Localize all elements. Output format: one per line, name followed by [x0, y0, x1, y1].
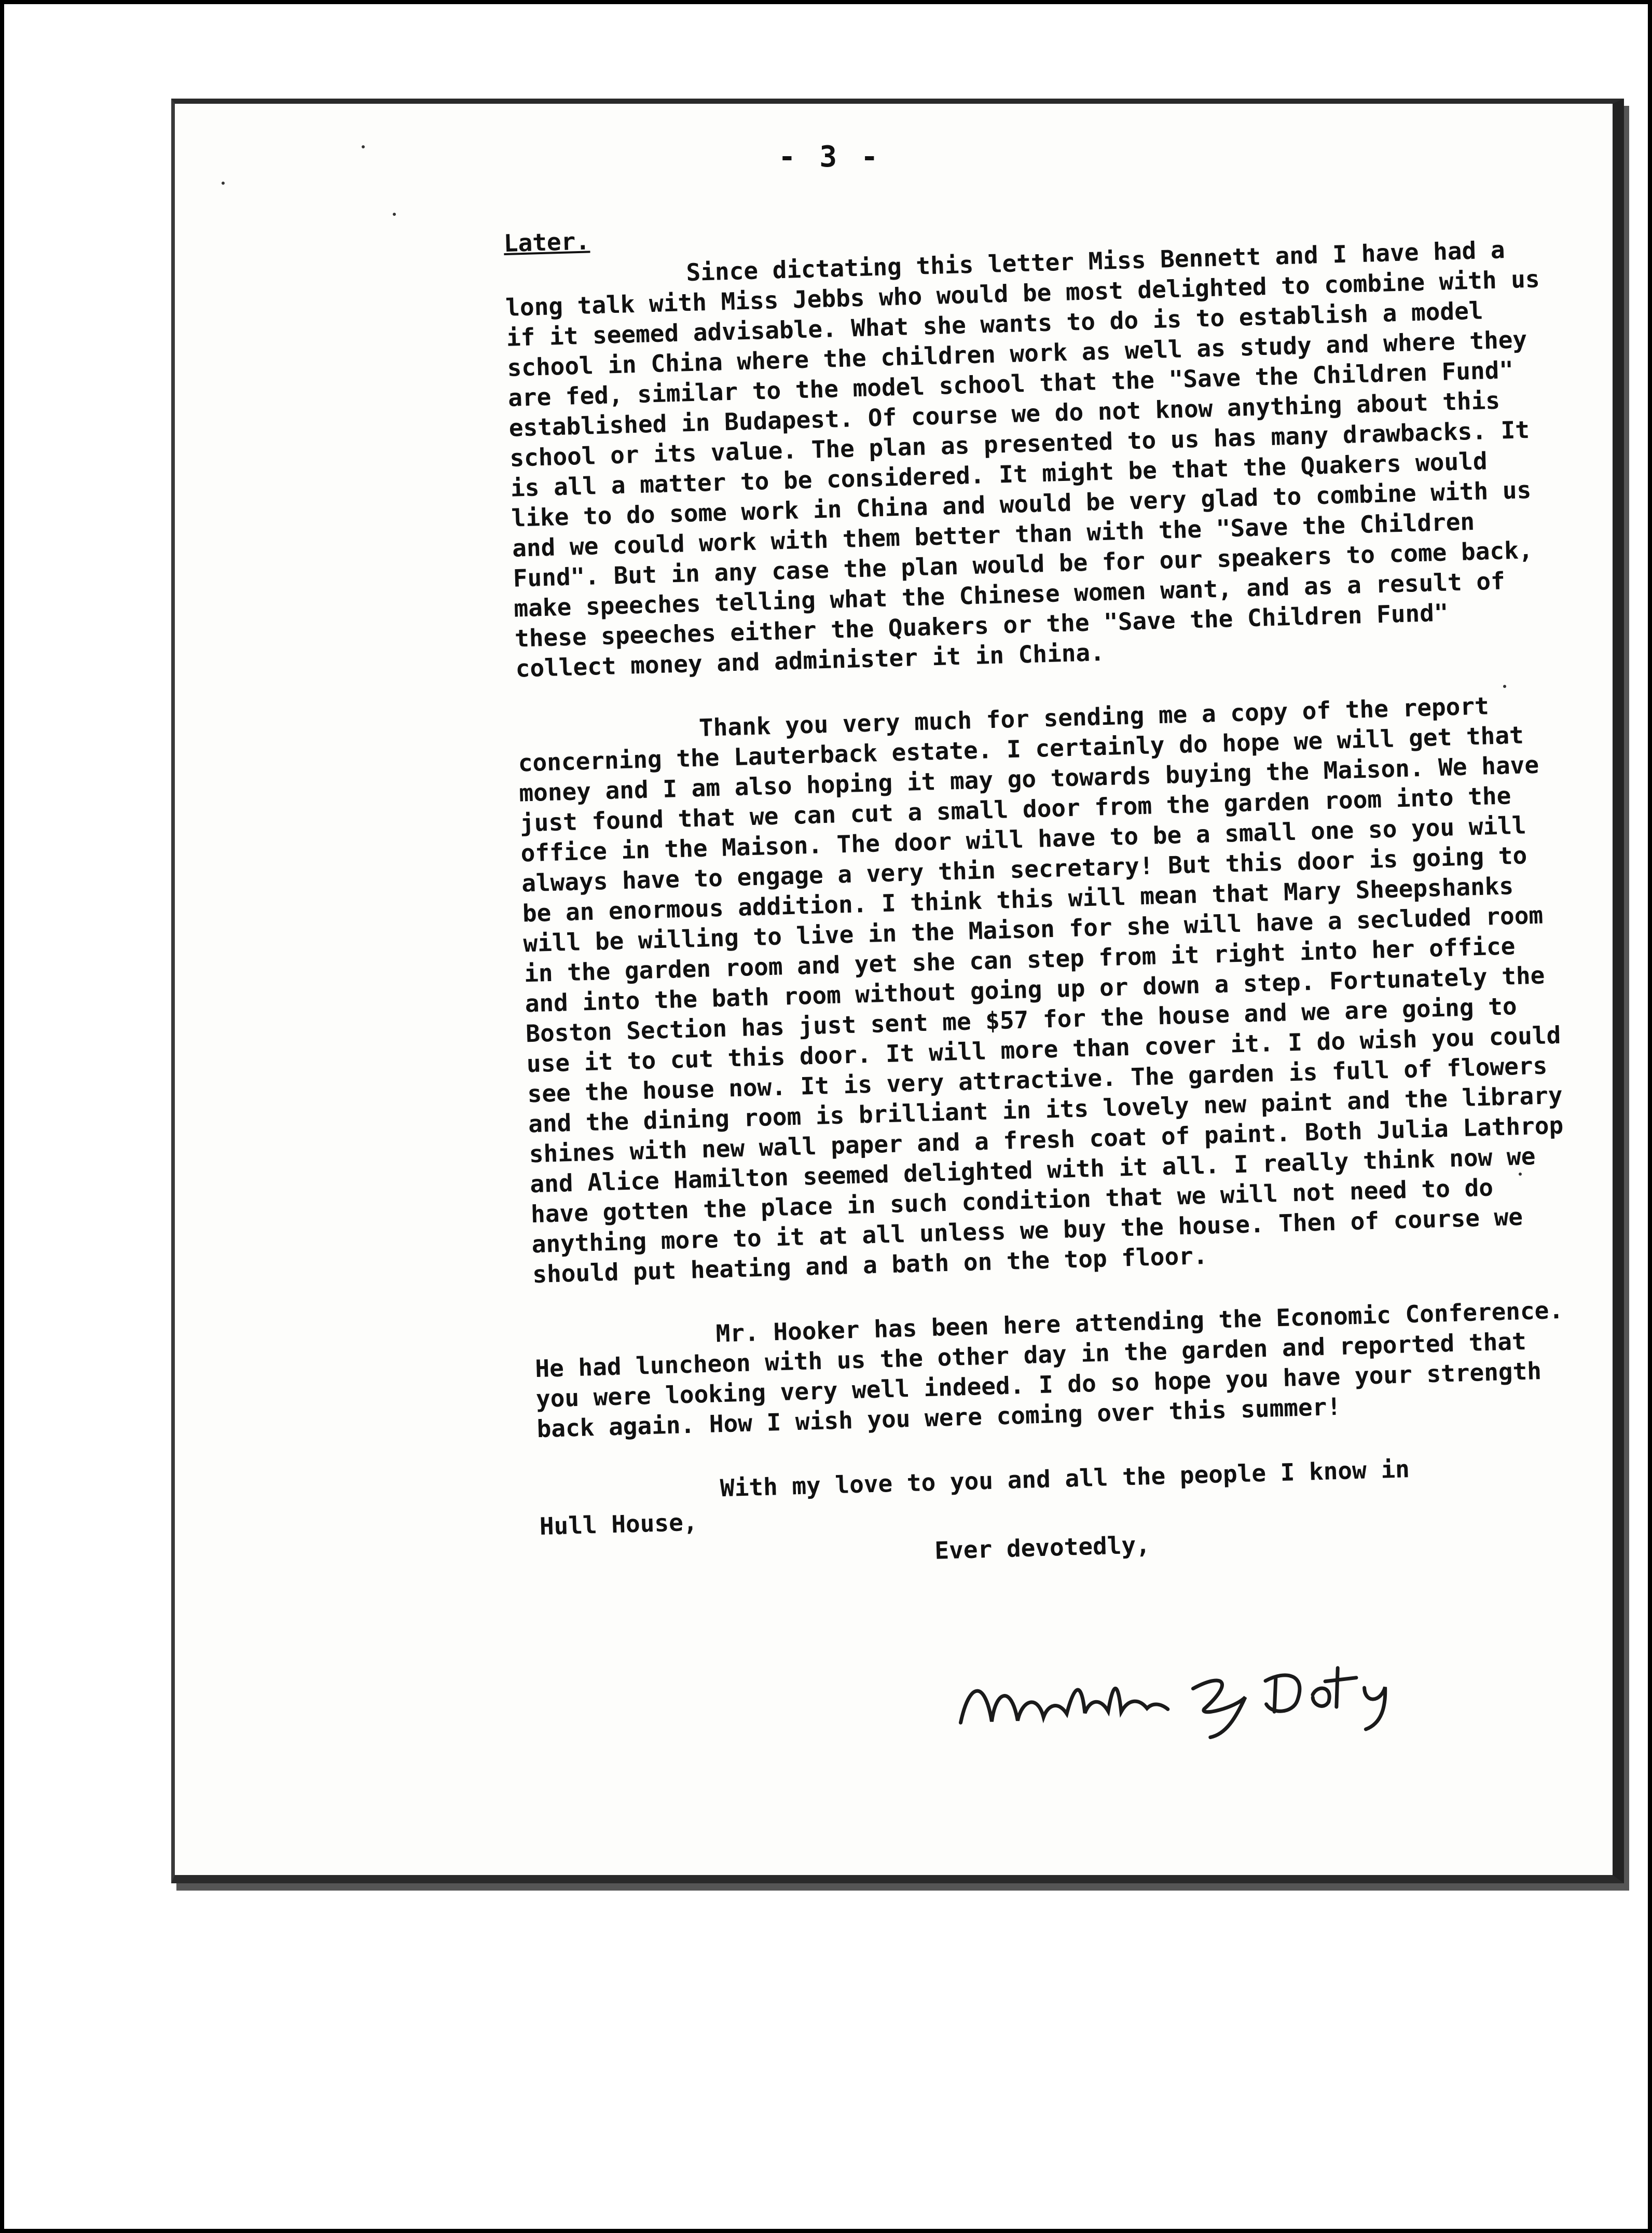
letter-heading: Later. [503, 227, 590, 257]
handwritten-signature [953, 1644, 1423, 1748]
sign-off: Ever devotedly, [934, 1531, 1151, 1565]
scan-speckle [362, 145, 365, 148]
scan-speckle [222, 182, 225, 185]
salutation-line: Hull House, [539, 1508, 698, 1541]
paragraph-later: Since dictating this letter Miss Bennett and I have had a long talk with Miss Jebbs who would be most delighted to combine with us if it seemed advisable. What she wants to do is to establish a model school in China where the children work as well as study and where they are fed, similar to the model school that the "Save the Children Fund" established in Budapest. Of course we do not know anything about this school or its value. The plan as presented to us has many drawbacks. It is all a matter to be considered. It might be that the Quakers would like to do some work in China and would be very glad to combine with us and we could work with them better than with the "Save the Children Fund". But in any case the plan would be for our speakers to come back, make speeches telling what the Chinese women want, and as a result of these speeches either the Quakers or the "Save the Children Fund" collect money and administer it in China. [505, 236, 1540, 683]
signature-drawing [953, 1644, 1423, 1748]
page-number: - 3 - [778, 140, 882, 174]
paragraph-mr-hooker: Mr. Hooker has been here attending the Economic Conference. He had luncheon with us the other day in the garden and reported that you were looking very well indeed. I do so hope you have your strength back again. How I wish you were coming over this summer! [534, 1295, 1564, 1443]
closing-line: With my love to you and all the people I know in [720, 1455, 1410, 1503]
scan-speckle [393, 213, 396, 216]
letter-body [503, 199, 1578, 1577]
paragraph-lauterback-estate: Thank you very much for sending me a copy of the report concerning the Lauterback estate. I certainly do hope we will get that money and I am also hoping it may go towards buying the Maison. We have just found that we can cut a small door from the garden room into the office in the Maison. The door will have to be a small one so you will always have to engage a very thin secretary! But this door is going to be an enormous addition. I think this will mean that Mary Sheepshanks will be willing to live in the Maison for she will have a secluded room in the garden room and yet she can step from it right into her office and into the bath room without going up or down a step. Fortunately the Boston Section has just sent me $57 for the house and we are going to use it to cut this door. It will more than cover it. I do wish you could see the house now. It is very attractive. The garden is full of flowers and the dining room is brilliant in its lovely new paint and the library shines with new wall paper and a fresh coat of paint. Both Julia Lathrop and Alice Hamilton seemed delighted with it all. I really think now we have gotten the place in such condition that we will not need to do anything more to it at all unless we buy the house. Then of course we should put heating and a bath on the top floor. [518, 692, 1564, 1289]
